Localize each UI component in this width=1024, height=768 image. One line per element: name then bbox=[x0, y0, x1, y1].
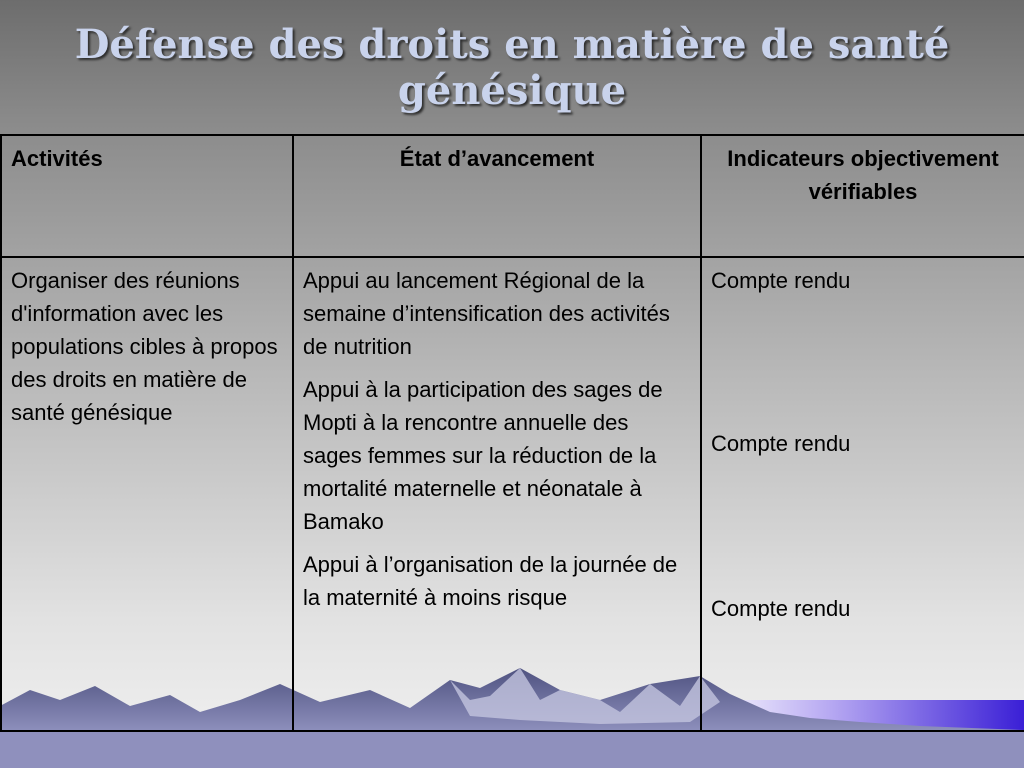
progress-cell bbox=[293, 257, 701, 731]
progress-item-1: Appui au lancement Régional de la semaine d’intensification des activités de nutrition bbox=[303, 268, 670, 359]
ground-strip bbox=[0, 732, 1024, 768]
header-etat-avancement: État d’avancement bbox=[293, 135, 701, 257]
activity-cell bbox=[1, 257, 293, 731]
progress-item-2: Appui à la participation des sages de Mopti à la rencontre annuelle des sages femmes sur la réduction de la mortalité maternelle et néonatale à Bamako bbox=[303, 377, 663, 534]
slide-title-line-1: Défense des droits en matière de santé bbox=[74, 21, 950, 68]
indicator-item-2: Compte rendu bbox=[711, 431, 851, 456]
slide-title-line-2: génésique bbox=[397, 67, 627, 114]
table-row bbox=[1, 257, 1024, 731]
indicator-cell bbox=[701, 257, 1024, 731]
header-indicateurs: Indicateurs objectivement vérifiables bbox=[701, 135, 1024, 257]
table-header-row bbox=[1, 135, 1024, 257]
indicator-item-3: Compte rendu bbox=[711, 596, 851, 621]
progress-item-3: Appui à l’organisation de la journée de la maternité à moins risque bbox=[303, 552, 678, 610]
header-activites: Activités bbox=[1, 135, 293, 257]
indicator-item-1: Compte rendu bbox=[711, 268, 851, 293]
slide-title bbox=[0, 22, 1024, 114]
activities-table bbox=[0, 134, 1024, 732]
activity-text: Organiser des réunions d'information avec les populations cibles à propos des droits en matière de santé génésique bbox=[11, 268, 278, 425]
